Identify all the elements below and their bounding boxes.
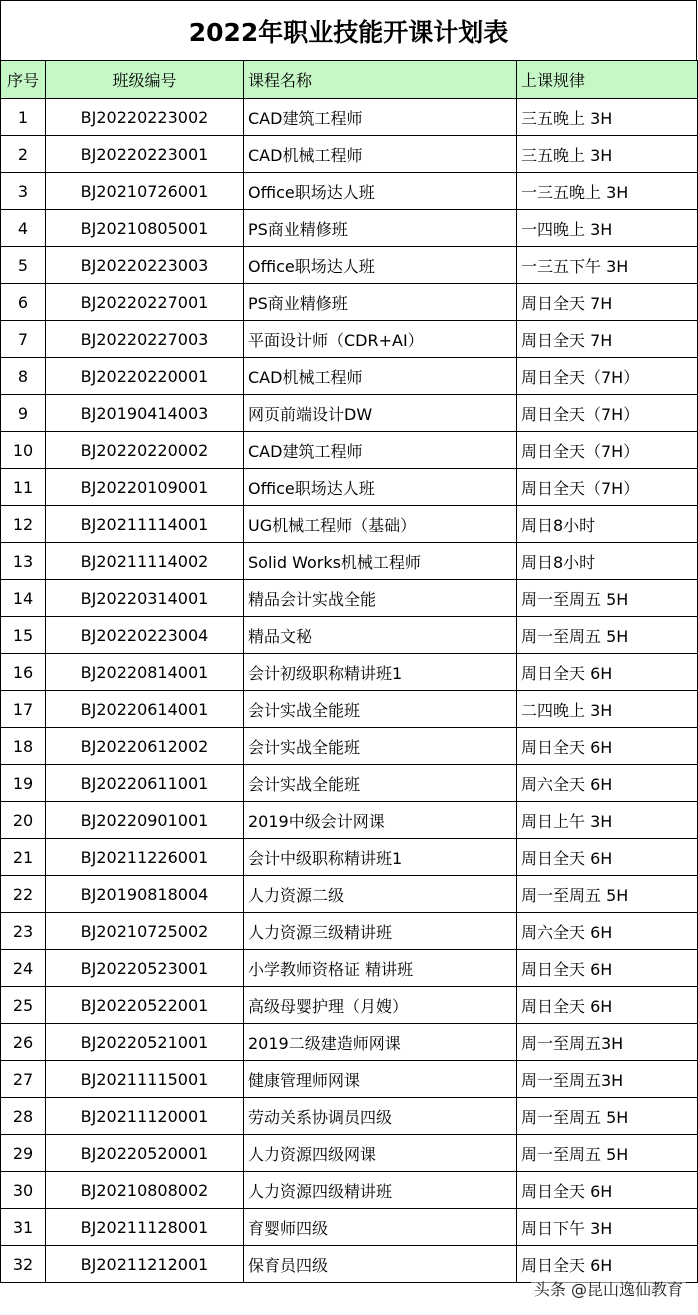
cell-course-name: 会计实战全能班: [244, 691, 517, 728]
cell-course-name: Office职场达人班: [244, 469, 517, 506]
cell-index: 27: [1, 1061, 46, 1098]
cell-course-name: 人力资源四级精讲班: [244, 1172, 517, 1209]
table-row: [1, 1172, 698, 1209]
cell-course-name: CAD机械工程师: [244, 358, 517, 395]
table-row: [1, 765, 698, 802]
table-row: [1, 839, 698, 876]
cell-schedule: 周一至周五3H: [517, 1024, 698, 1061]
cell-schedule: 周一至周五 5H: [517, 876, 698, 913]
cell-class-id: BJ20210805001: [46, 210, 244, 247]
cell-index: 25: [1, 987, 46, 1024]
table-row: [1, 136, 698, 173]
cell-course-name: 会计初级职称精讲班1: [244, 654, 517, 691]
cell-class-id: BJ20220901001: [46, 802, 244, 839]
cell-schedule: 周日全天 6H: [517, 654, 698, 691]
cell-index: 23: [1, 913, 46, 950]
cell-index: 28: [1, 1098, 46, 1135]
cell-course-name: 会计实战全能班: [244, 728, 517, 765]
cell-course-name: 精品文秘: [244, 617, 517, 654]
column-header-index: 序号: [1, 61, 46, 99]
table-row: [1, 395, 698, 432]
cell-schedule: 周日全天 7H: [517, 321, 698, 358]
table-row: [1, 950, 698, 987]
cell-class-id: BJ20211115001: [46, 1061, 244, 1098]
cell-index: 19: [1, 765, 46, 802]
cell-index: 12: [1, 506, 46, 543]
table-row: [1, 247, 698, 284]
cell-index: 18: [1, 728, 46, 765]
cell-course-name: 精品会计实战全能: [244, 580, 517, 617]
cell-schedule: 周一至周五 5H: [517, 580, 698, 617]
table-row: [1, 506, 698, 543]
cell-course-name: PS商业精修班: [244, 210, 517, 247]
cell-course-name: 小学教师资格证 精讲班: [244, 950, 517, 987]
table-row: [1, 913, 698, 950]
cell-class-id: BJ20220814001: [46, 654, 244, 691]
cell-schedule: 周日全天（7H）: [517, 395, 698, 432]
cell-class-id: BJ20190818004: [46, 876, 244, 913]
table-row: [1, 432, 698, 469]
cell-class-id: BJ20220227003: [46, 321, 244, 358]
header-row: [1, 61, 698, 99]
cell-class-id: BJ20220523001: [46, 950, 244, 987]
table-row: [1, 210, 698, 247]
cell-index: 11: [1, 469, 46, 506]
cell-index: 20: [1, 802, 46, 839]
cell-schedule: 周一至周五3H: [517, 1061, 698, 1098]
cell-index: 14: [1, 580, 46, 617]
table-row: [1, 358, 698, 395]
cell-course-name: 人力资源四级网课: [244, 1135, 517, 1172]
cell-course-name: 育婴师四级: [244, 1209, 517, 1246]
table-row: [1, 284, 698, 321]
cell-index: 22: [1, 876, 46, 913]
table-row: [1, 543, 698, 580]
cell-class-id: BJ20211212001: [46, 1246, 244, 1283]
cell-index: 24: [1, 950, 46, 987]
cell-course-name: 人力资源二级: [244, 876, 517, 913]
cell-class-id: BJ20190414003: [46, 395, 244, 432]
cell-course-name: Office职场达人班: [244, 247, 517, 284]
table-row: [1, 469, 698, 506]
cell-index: 13: [1, 543, 46, 580]
cell-schedule: 周日全天 6H: [517, 1246, 698, 1283]
cell-course-name: 会计中级职称精讲班1: [244, 839, 517, 876]
cell-class-id: BJ20220521001: [46, 1024, 244, 1061]
cell-class-id: BJ20211114002: [46, 543, 244, 580]
cell-index: 31: [1, 1209, 46, 1246]
cell-schedule: 周日上午 3H: [517, 802, 698, 839]
cell-class-id: BJ20210808002: [46, 1172, 244, 1209]
table-row: [1, 654, 698, 691]
cell-schedule: 周日全天 6H: [517, 987, 698, 1024]
cell-course-name: 高级母婴护理（月嫂）: [244, 987, 517, 1024]
column-header-course-name: 课程名称: [244, 61, 517, 99]
cell-index: 7: [1, 321, 46, 358]
cell-course-name: 人力资源三级精讲班: [244, 913, 517, 950]
cell-course-name: 健康管理师网课: [244, 1061, 517, 1098]
column-header-schedule: 上课规律: [517, 61, 698, 99]
cell-schedule: 周日全天 6H: [517, 839, 698, 876]
cell-class-id: BJ20220223003: [46, 247, 244, 284]
cell-index: 3: [1, 173, 46, 210]
cell-course-name: 劳动关系协调员四级: [244, 1098, 517, 1135]
table-row: [1, 617, 698, 654]
table-row: [1, 802, 698, 839]
cell-course-name: 保育员四级: [244, 1246, 517, 1283]
cell-course-name: 网页前端设计DW: [244, 395, 517, 432]
cell-schedule: 周日全天（7H）: [517, 358, 698, 395]
cell-class-id: BJ20220520001: [46, 1135, 244, 1172]
cell-course-name: CAD建筑工程师: [244, 99, 517, 136]
cell-schedule: 周六全天 6H: [517, 765, 698, 802]
table-row: [1, 1024, 698, 1061]
cell-schedule: 周日全天 6H: [517, 950, 698, 987]
cell-index: 2: [1, 136, 46, 173]
cell-class-id: BJ20220223004: [46, 617, 244, 654]
table-row: [1, 728, 698, 765]
cell-schedule: 一三五晚上 3H: [517, 173, 698, 210]
cell-course-name: 平面设计师（CDR+AI）: [244, 321, 517, 358]
cell-course-name: 2019二级建造师网课: [244, 1024, 517, 1061]
cell-class-id: BJ20220223001: [46, 136, 244, 173]
table-row: [1, 1061, 698, 1098]
cell-schedule: 周日全天 6H: [517, 728, 698, 765]
table-title: 2022年职业技能开课计划表: [0, 0, 697, 61]
cell-schedule: 周日全天 7H: [517, 284, 698, 321]
cell-index: 4: [1, 210, 46, 247]
table-row: [1, 1135, 698, 1172]
cell-schedule: 三五晚上 3H: [517, 99, 698, 136]
cell-index: 5: [1, 247, 46, 284]
cell-index: 6: [1, 284, 46, 321]
cell-schedule: 一四晚上 3H: [517, 210, 698, 247]
cell-class-id: BJ20220612002: [46, 728, 244, 765]
cell-class-id: BJ20220611001: [46, 765, 244, 802]
cell-class-id: BJ20220227001: [46, 284, 244, 321]
cell-schedule: 周一至周五 5H: [517, 617, 698, 654]
cell-course-name: 会计实战全能班: [244, 765, 517, 802]
cell-class-id: BJ20220314001: [46, 580, 244, 617]
table-row: [1, 321, 698, 358]
cell-class-id: BJ20211114001: [46, 506, 244, 543]
cell-class-id: BJ20211120001: [46, 1098, 244, 1135]
cell-course-name: CAD建筑工程师: [244, 432, 517, 469]
cell-schedule: 周日8小时: [517, 543, 698, 580]
cell-index: 10: [1, 432, 46, 469]
cell-index: 8: [1, 358, 46, 395]
cell-index: 30: [1, 1172, 46, 1209]
watermark: 头条 @昆山逸仙教育: [531, 1276, 686, 1301]
cell-class-id: BJ20210726001: [46, 173, 244, 210]
cell-index: 1: [1, 99, 46, 136]
cell-class-id: BJ20220223002: [46, 99, 244, 136]
cell-schedule: 周一至周五 5H: [517, 1135, 698, 1172]
cell-course-name: PS商业精修班: [244, 284, 517, 321]
cell-schedule: 二四晚上 3H: [517, 691, 698, 728]
column-header-class-id: 班级编号: [46, 61, 244, 99]
cell-index: 17: [1, 691, 46, 728]
cell-schedule: 周日全天（7H）: [517, 469, 698, 506]
cell-course-name: UG机械工程师（基础）: [244, 506, 517, 543]
cell-index: 16: [1, 654, 46, 691]
cell-class-id: BJ20210725002: [46, 913, 244, 950]
cell-class-id: BJ20211128001: [46, 1209, 244, 1246]
cell-class-id: BJ20220614001: [46, 691, 244, 728]
cell-schedule: 周日8小时: [517, 506, 698, 543]
cell-index: 15: [1, 617, 46, 654]
table-row: [1, 99, 698, 136]
cell-index: 9: [1, 395, 46, 432]
table-row: [1, 691, 698, 728]
cell-schedule: 周日全天（7H）: [517, 432, 698, 469]
cell-class-id: BJ20211226001: [46, 839, 244, 876]
cell-course-name: CAD机械工程师: [244, 136, 517, 173]
cell-schedule: 一三五下午 3H: [517, 247, 698, 284]
cell-index: 29: [1, 1135, 46, 1172]
table-row: [1, 173, 698, 210]
cell-schedule: 周六全天 6H: [517, 913, 698, 950]
cell-class-id: BJ20220220002: [46, 432, 244, 469]
cell-schedule: 周日下午 3H: [517, 1209, 698, 1246]
cell-class-id: BJ20220220001: [46, 358, 244, 395]
table-row: [1, 987, 698, 1024]
cell-schedule: 周日全天 6H: [517, 1172, 698, 1209]
cell-class-id: BJ20220109001: [46, 469, 244, 506]
cell-schedule: 周一至周五 5H: [517, 1098, 698, 1135]
course-schedule-table: [0, 60, 698, 1283]
cell-index: 26: [1, 1024, 46, 1061]
table-row: [1, 1209, 698, 1246]
cell-index: 32: [1, 1246, 46, 1283]
table-row: [1, 580, 698, 617]
cell-schedule: 三五晚上 3H: [517, 136, 698, 173]
cell-index: 21: [1, 839, 46, 876]
cell-course-name: Solid Works机械工程师: [244, 543, 517, 580]
cell-class-id: BJ20220522001: [46, 987, 244, 1024]
table-row: [1, 1098, 698, 1135]
cell-course-name: Office职场达人班: [244, 173, 517, 210]
cell-course-name: 2019中级会计网课: [244, 802, 517, 839]
table-row: [1, 876, 698, 913]
